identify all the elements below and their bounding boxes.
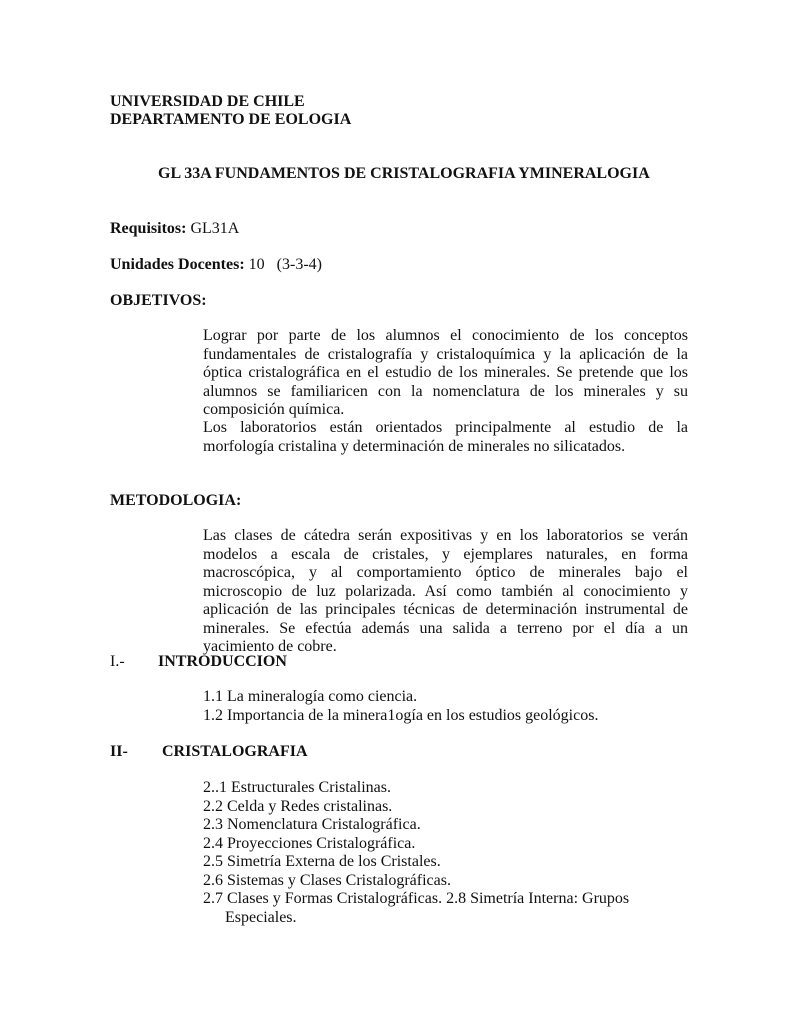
unidades-line: Unidades Docentes: 10 (3-3-4) [110, 256, 322, 273]
section-2-list [203, 779, 683, 927]
metodologia-heading: METODOLOGIA: [110, 492, 242, 509]
section-2-number: II- [110, 743, 128, 760]
objetivos-paragraph-2: Los laboratorios están orientados principalmente al estudio de la morfología cristalina y determinación de minerales no silicatados. [203, 419, 688, 455]
requisitos-value: GL31A [190, 220, 240, 237]
course-title: GL 33A FUNDAMENTOS DE CRISTALOGRAFIA YMINERALOGIA [158, 165, 650, 182]
list-item: 2.7 Clases y Formas Cristalográficas. 2.8 Simetría Interna: Grupos Especiales. [203, 890, 630, 926]
list-item: 2.3 Nomenclatura Cristalográfica. [203, 816, 421, 833]
list-item: 2.5 Simetría Externa de los Cristales. [203, 853, 441, 870]
objetivos-heading: OBJETIVOS: [110, 292, 207, 309]
section-1-number: I.- [110, 653, 125, 670]
section-1-title: INTRODUCCION [158, 653, 287, 670]
list-item: 2.6 Sistemas y Clases Cristalográficas. [203, 871, 451, 889]
unidades-label: Unidades Docentes [110, 256, 240, 273]
department-name: DEPARTAMENTO DE EOLOGIA [110, 111, 352, 128]
unidades-value: 10 (3-3-4) [248, 256, 322, 273]
university-name: UNIVERSIDAD DE CHILE [110, 93, 305, 110]
list-item: 2..1 Estructurales Cristalinas. [203, 779, 391, 796]
section-2-title: CRISTALOGRAFIA [162, 743, 308, 760]
metodologia-paragraph: Las clases de cátedra serán expositivas y en los laboratorios se verán modelos a escala de cristales, y ejemplares naturales, en forma macroscópica, y al comportamiento óptico de minerales bajo el microscopio de luz polarizada. Así como también al conocimiento y aplicación de las principales técnicas de determinación instrumental de minerales. Se efectúa además una salida a terreno por el día a un yacimiento de cobre. [203, 527, 688, 655]
objetivos-paragraph-1: Lograr por parte de los alumnos el conocimiento de los conceptos fundamentales de cristalografía y cristaloquímica y la aplicación de la óptica cristalográfica en el estudio de los minerales. Se pretende que los alumnos se familiaricen con la nomenclatura de los minerales y su composición química. [203, 327, 688, 418]
list-item: 1.1 La mineralogía como ciencia. [203, 688, 418, 705]
list-item: 2.2 Celda y Redes cristalinas. [203, 797, 393, 815]
list-item: 2.4 Proyecciones Cristalográfica. [203, 834, 416, 852]
list-item: 1.2 Importancia de la minera1ogía en los estudios geológicos. [203, 706, 599, 724]
requisitos-line: Requisitos: GL31A [110, 220, 240, 237]
requisitos-label: Requisitos [110, 220, 182, 237]
section-1-list [203, 688, 683, 725]
